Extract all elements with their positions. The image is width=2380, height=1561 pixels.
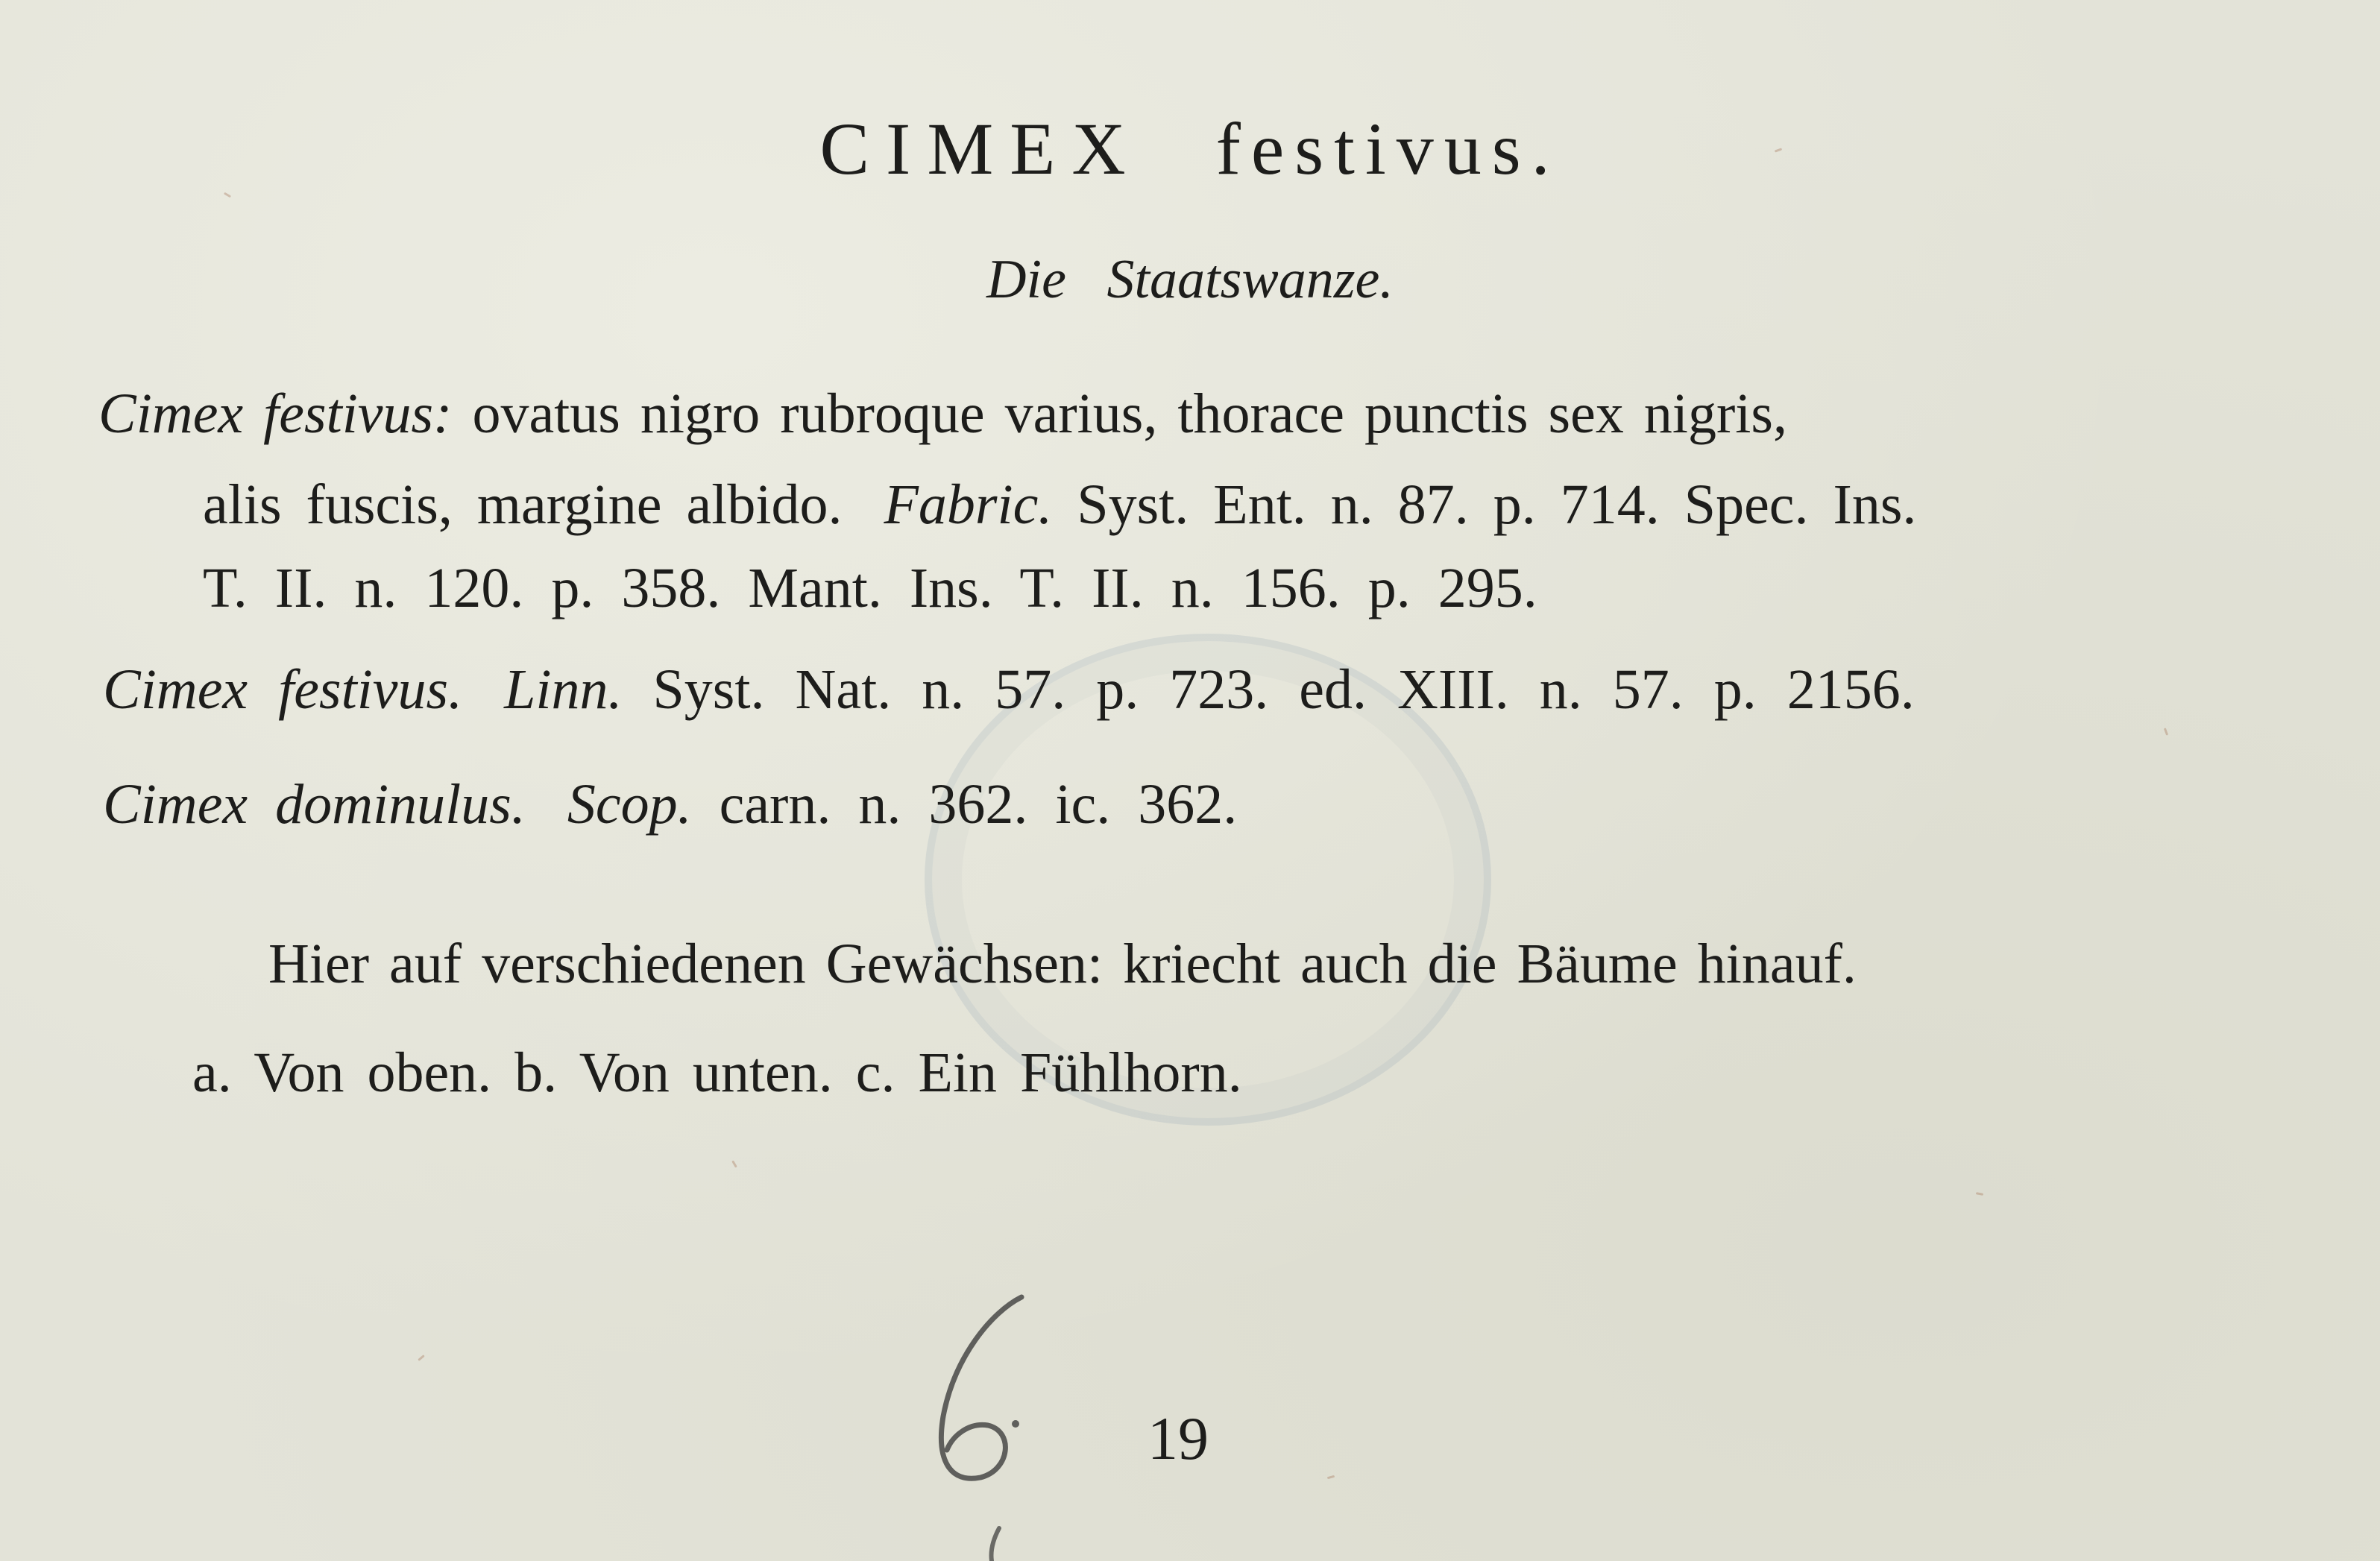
species-name: festivus. [1215, 107, 1561, 190]
paper-speck [731, 1160, 737, 1167]
entry-1-description: ovatus nigro rubroque varius, thorace punctis sex nigris, [472, 382, 1787, 445]
entry-1-line-2 [203, 471, 1916, 538]
handwritten-pencil-note [910, 1282, 1059, 1561]
entry-1-reference: Syst. Ent. n. 87. p. 714. Spec. Ins. [1077, 473, 1917, 536]
entry-2-author: Linn. [504, 658, 623, 721]
page-number: 19 [1148, 1404, 1209, 1472]
figure-legend: a. Von oben. b. Von unten. c. Ein Fühlhorn. [192, 1041, 1242, 1104]
paper-speck [1327, 1475, 1335, 1479]
paper-speck [418, 1355, 425, 1361]
page-title [0, 104, 2380, 194]
entry-1-author: Fabric. [884, 473, 1053, 536]
entry-1-line-1 [98, 380, 1787, 447]
entry-1-description-cont: alis fuscis, margine albido. [203, 473, 843, 536]
entry-3-reference: carn. n. 362. ic. 362. [719, 773, 1238, 836]
entry-3 [103, 771, 1237, 838]
entry-2-name: Cimex festivus. [103, 658, 463, 721]
habitat-text: Hier auf verschiedenen Gewächsen: kriecht auch die Bäume hinauf. [268, 933, 1857, 995]
entry-2-reference: Syst. Nat. n. 57. p. 723. ed. XIII. n. 57. p. 2156. [652, 658, 1915, 721]
entry-2 [103, 656, 1915, 723]
paper-speck [2164, 728, 2168, 735]
entry-1-name: Cimex festivus: [98, 382, 453, 445]
entry-3-author: Scop. [567, 773, 692, 836]
page-subtitle: Die Staatswanze. [986, 249, 1394, 310]
paper-speck [1976, 1192, 1983, 1196]
entry-1-line-3: T. II. n. 120. p. 358. Mant. Ins. T. II. n. 156. p. 295. [203, 557, 1537, 619]
entry-3-name: Cimex dominulus. [103, 773, 526, 836]
genus-name: CIMEX [819, 107, 1142, 190]
